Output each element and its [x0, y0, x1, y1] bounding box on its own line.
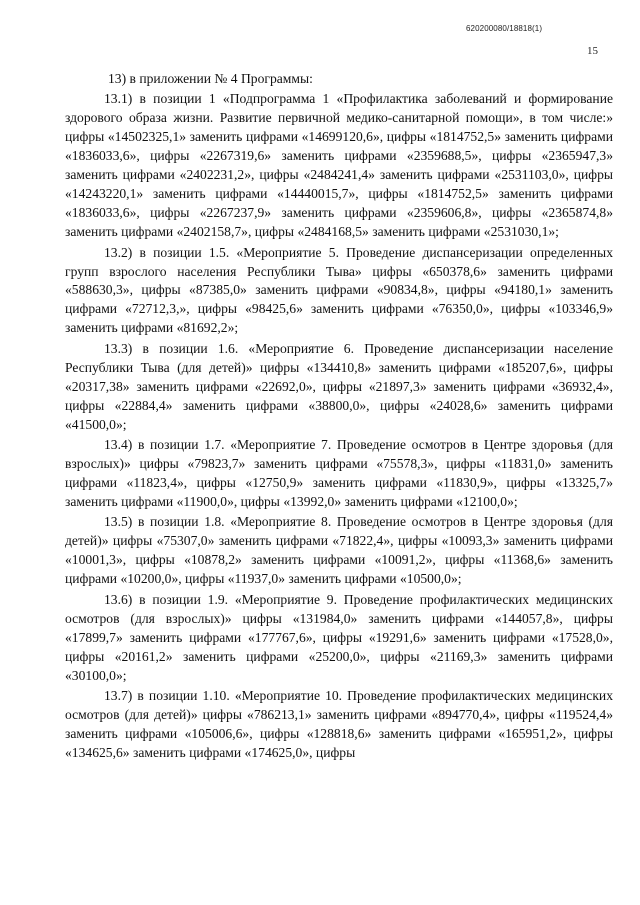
paragraph-13-7: 13.7) в позиции 1.10. «Мероприятие 10. Проведение профилактических медицинских осмотров (для детей)» цифры «786213,1» заменить цифрами «894770,4», цифры «119524,4» заменить цифрами «105006,6», цифры «128818,6» заменить цифрами «165951,2», цифры «134625,6» заменить цифрами «174625,0», цифры	[65, 688, 613, 760]
paragraph-13-5: 13.5) в позиции 1.8. «Мероприятие 8. Проведение осмотров в Центре здоровья (для детей)» цифры «75307,0» заменить цифрами «71822,4», цифры «10093,3» заменить цифрами «10001,3», цифры «10878,2» заменить цифрами «10091,2», цифры «11368,6» заменить цифрами «10200,0», цифры «11937,0» заменить цифрами «10500,0»;	[65, 514, 613, 587]
page-number: 15	[587, 45, 598, 57]
paragraph-13-4: 13.4) в позиции 1.7. «Мероприятие 7. Проведение осмотров в Центре здоровья (для взрослых)» цифры «79823,7» заменить цифрами «75578,3», цифры «11831,0» заменить цифрами «11823,4», цифры «12750,9» заменить цифрами «11830,9», цифры «13325,7» заменить цифрами «11900,0», цифры «13992,0» заменить цифрами «12100,0»;	[65, 437, 613, 509]
document-body	[65, 70, 613, 764]
paragraph-13-3: 13.3) в позиции 1.6. «Мероприятие 6. Проведение диспансеризации население Республики Тыва (для детей)» цифры «134410,8» заменить цифрами «185207,6», цифры «20317,38» заменить цифрами «22692,0», цифры «21897,3» заменить цифрами «36932,4», цифры «22884,4» заменить цифрами «38800,0», цифры «24028,6» заменить цифрами «41500,0»;	[65, 340, 613, 432]
section-intro: 13) в приложении № 4 Программы:	[108, 71, 313, 86]
paragraph-13-1: 13.1) в позиции 1 «Подпрограмма 1 «Профилактика заболеваний и формирование здорового образа жизни. Развитие первичной медико-санитарной помощи», в том числе:» цифры «14502325,1» заменить цифрами «14699120,6», цифры «1814752,5» заменить цифрами «1836033,6», цифры «2267319,6» заменить цифрами «2359688,5», цифры «2365947,3» заменить цифрами «2402231,2», цифры «2484241,4» заменить цифрами «2531103,0», цифры «14243220,1» заменить цифрами «14440015,7», цифры «1814752,5» заменить цифрами «1836033,6», цифры «2267237,9» заменить цифрами «2359606,8», цифры «2365874,8» заменить цифрами «2402158,7», цифры «2484168,5» заменить цифрами «2531030,1»;	[65, 91, 613, 240]
document-id: 620200080/18818(1)	[466, 24, 543, 33]
paragraph-13-6: 13.6) в позиции 1.9. «Мероприятие 9. Проведение профилактических медицинских осмотров (для взрослых)» цифры «131984,0» заменить цифрами «144057,8», цифры «17899,7» заменить цифрами «177767,6», цифры «19291,6» заменить цифрами «17528,0», цифры «20161,2» заменить цифрами «25200,0», цифры «21169,3» заменить цифрами «30100,0»;	[65, 591, 613, 683]
paragraph-13-2: 13.2) в позиции 1.5. «Мероприятие 5. Проведение диспансеризации определенных групп взрослого населения Республики Тыва» цифры «650378,6» заменить цифрами «588630,3», цифры «87385,0» заменить цифрами «90834,8», цифры «94180,1» заменить цифрами «72712,3,», цифры «98425,6» заменить цифрами «76350,0», цифры «103346,9» заменить цифрами «81692,2»;	[65, 244, 613, 336]
